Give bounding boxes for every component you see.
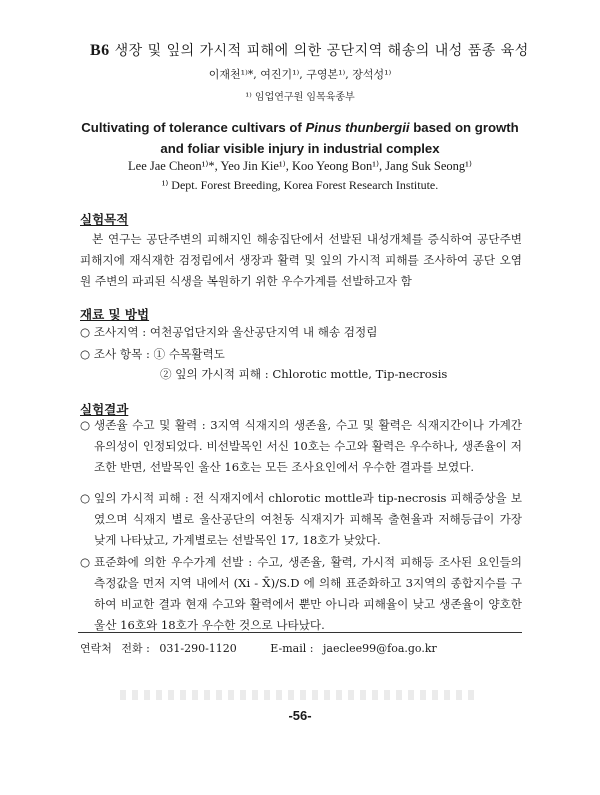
english-title-post: based on growth <box>409 120 519 135</box>
purpose-text: 본 연구는 공단주변의 피해지인 해송집단에서 선발된 내성개체를 증식하여 공단주변 피해지에 재식재한 검정림에서 생장과 활력 및 잎의 가시적 피해를 조사하여 공단 오염원 주변의 파괴된 식생을 복원하기 위한 우수가계를 선발하고자 함 <box>80 232 522 288</box>
english-title <box>0 117 600 159</box>
page-number: -56- <box>288 708 312 723</box>
bullet-icon: ○ <box>80 418 91 432</box>
result-selection <box>80 552 522 636</box>
methods-heading: 재료 및 방법 <box>80 307 150 322</box>
bullet-icon: ○ <box>80 491 91 505</box>
methods-site: ○ 조사지역 : 여천공업단지와 울산공단지역 내 해송 검정림 <box>80 325 378 339</box>
result-injury <box>80 488 522 551</box>
email-address: jaeclee99@foa.go.kr <box>322 642 437 655</box>
result-selection-text: 표준화에 의한 우수가계 선발 : 수고, 생존율, 활력, 가시적 피해등 조사된 요인들의 측정값을 먼저 지역 내에서 (Xi - X̄)/S.D 에 의해 표준화하고 3지역의 종합지수를 구하여 비교한 결과 현재 수고와 활력에서 뿐만 아니라 피해율이 낮고 생존율이 양호한 울산 16호와 18호가 우수한 것으로 나타났다. <box>94 555 522 632</box>
methods-items-2: ② 잎의 가시적 피해 : Chlorotic mottle, Tip-necrosis <box>160 367 448 381</box>
contact-info <box>80 640 443 656</box>
phone-label: 전화 : <box>121 642 150 655</box>
english-title-line2: and foliar visible injury in industrial complex <box>160 141 440 156</box>
result-survival-text: 생존율 수고 및 활력 : 3지역 식재지의 생존율, 수고 및 활력은 식재지간이나 가계간 유의성이 인정되었다. 비선발목인 서신 10호는 수고와 활력은 우수하나, 생존율이 저조한 반면, 선발목인 울산 16호는 모든 조사요인에서 우수한 결과를 보였다. <box>94 418 522 474</box>
korean-authors: 이재천¹⁾*, 여진기¹⁾, 구영본¹⁾, 장석성¹⁾ <box>208 68 392 81</box>
contact-label: 연락처 <box>80 642 112 655</box>
result-survival <box>80 415 522 478</box>
bullet-icon: ○ <box>80 555 91 569</box>
korean-title-text: 생장 및 잎의 가시적 피해에 의한 공단지역 해송의 내성 품종 육성 <box>114 43 529 59</box>
english-affiliation: ¹⁾ Dept. Forest Breeding, Korea Forest Research Institute. <box>161 178 439 192</box>
bleed-through-artifact <box>120 690 480 700</box>
email-label: E-mail : <box>270 642 314 655</box>
species-name: Pinus thunbergii <box>305 120 410 135</box>
korean-title <box>90 40 570 60</box>
korean-affiliation: ¹⁾ 임업연구원 임목육종부 <box>245 92 355 103</box>
phone-number: 031-290-1120 <box>159 642 237 655</box>
purpose-heading: 실험목적 <box>80 212 129 227</box>
footer-divider <box>78 632 522 633</box>
english-title-pre: Cultivating of tolerance cultivars of <box>81 120 306 135</box>
methods-items: ○ 조사 항목 : ① 수목활력도 <box>80 347 225 361</box>
english-authors: Lee Jae Cheon¹⁾*, Yeo Jin Kie¹⁾, Koo Yeong Bon¹⁾, Jang Suk Seong¹⁾ <box>128 159 472 173</box>
results-heading: 실험결과 <box>80 402 129 417</box>
result-injury-text: 잎의 가시적 피해 : 전 식재지에서 chlorotic mottle과 tip-necrosis 피해증상을 보였으며 식재지 별로 울산공단의 여천동 식재지가 피해목 출현율과 저해등급이 가장 낮게 나타났고, 가계별로는 선발목인 17, 18호가 낮았다. <box>94 491 522 547</box>
abstract-code: B6 <box>90 42 110 59</box>
